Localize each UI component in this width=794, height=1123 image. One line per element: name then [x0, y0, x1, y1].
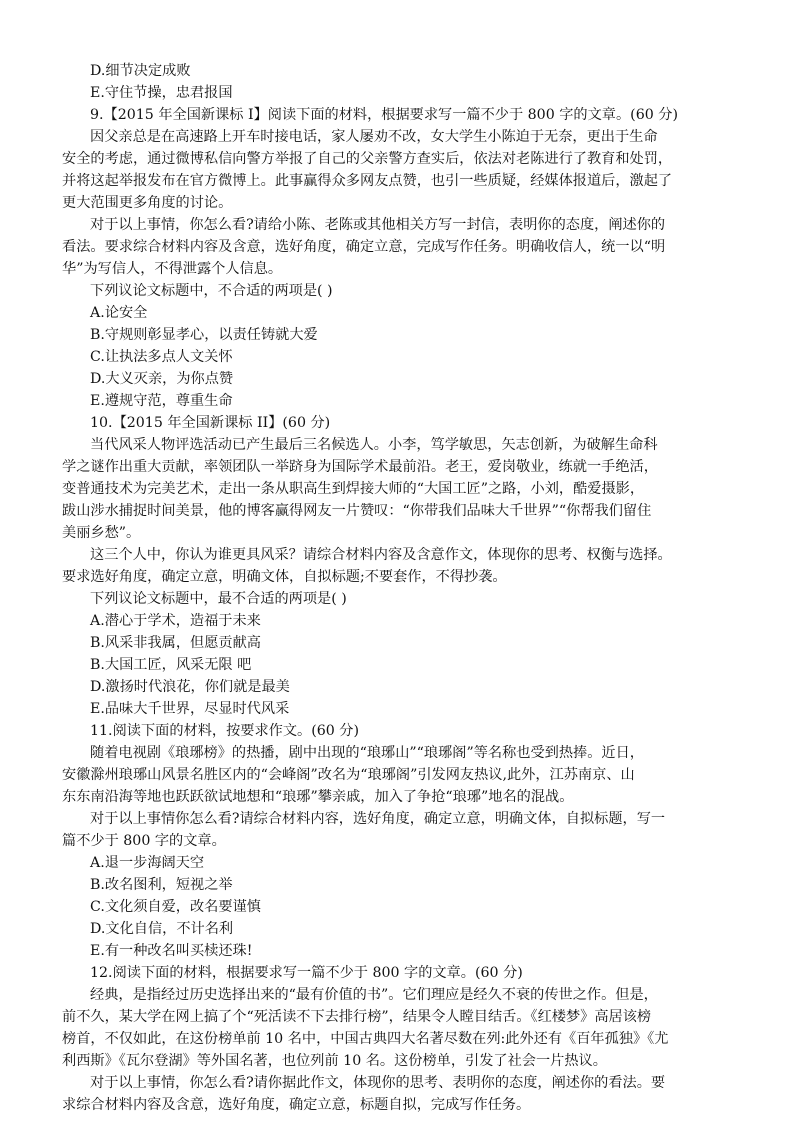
- text-line: 学之谜作出重大贡献，率领团队一举跻身为国际学术最前沿。老王，爱岗敬业，练就一手绝活，: [62, 459, 658, 475]
- text-line: 前不久，某大学在网上搞了个“死活读不下去排行榜”，结果令人瞠目结舌。《红楼梦》高居该榜: [62, 1009, 652, 1025]
- text-line: 并将这起举报发布在官方微博上。此事赢得众多网友点赞，也引一些质疑，经媒体报道后，激起了: [62, 173, 673, 189]
- text-line: 利西斯》《瓦尔登湖》等外国名著，也位列前 10 名。这份榜单，引发了社会一片热议。: [62, 1053, 607, 1069]
- option-b: B.改名图利，短视之举: [90, 877, 233, 893]
- option-e: E.遵规守范，尊重生命: [90, 393, 233, 409]
- option-e: E.品味大千世界，尽显时代风采: [90, 701, 290, 717]
- text-line: 东东南沿海等地也跃跃欲试地想和“琅琊”攀亲戚，加入了争抢“琅琊”地名的混战。: [62, 789, 574, 805]
- text-line: 对于以上事情，你怎么看?请你据此作文，体现你的思考、表明你的态度，阐述你的看法。要: [90, 1075, 666, 1091]
- option-a: A.论安全: [90, 305, 148, 321]
- option-a: A.退一步海阔天空: [90, 855, 205, 871]
- text-line: 这三个人中，你认为谁更具风采？请综合材料内容及含意作文，体现你的思考、权衡与选择。: [90, 547, 672, 563]
- option-c: C.文化须自爱，改名要谨慎: [90, 899, 261, 915]
- option-d: D.激扬时代浪花，你们就是最美: [90, 679, 290, 695]
- text-line: 华”为写信人，不得泄露个人信息。: [62, 261, 283, 277]
- question-prompt: 下列议论文标题中，最不合适的两项是( ): [90, 591, 347, 607]
- text-line: 对于以上事情，你怎么看?请给小陈、老陈或其他相关方写一封信，表明你的态度，阐述你的: [90, 217, 666, 233]
- option-b2: B.大国工匠，风采无限 吧: [90, 657, 252, 673]
- option-d: D.细节决定成败: [90, 63, 191, 79]
- text-line: 安徽滁州琅琊山风景名胜区内的“会峰阁”改名为“琅琊阁”引发网友热议,此外，江苏南京、山: [62, 767, 635, 783]
- question-prompt: 下列议论文标题中，不合适的两项是( ): [90, 283, 333, 299]
- option-c: C.让执法多点人文关怀: [90, 349, 233, 365]
- text-line: 变普通技术为完美艺术，走出一条从职高生到焊接大师的“大国工匠”之路，小刘，酷爱摄影，: [62, 481, 645, 497]
- option-b: B.风采非我属，但愿贡献高: [90, 635, 261, 651]
- text-line: 经典，是指经过历史选择出来的“最有价值的书”。它们理应是经久不衰的传世之作。但是，: [90, 987, 658, 1003]
- question-11-title: 11.阅读下面的材料，按要求作文。(60 分): [90, 723, 360, 739]
- option-a: A.潜心于学术，造福于未来: [90, 613, 261, 629]
- option-d: D.文化自信，不计名利: [90, 921, 234, 937]
- text-line: 因父亲总是在高速路上开车时接电话，家人屡劝不改，女大学生小陈迫于无奈，更出于生命: [90, 129, 658, 145]
- text-line: 安全的考虑，通过微博私信向警方举报了自己的父亲警方查实后，依法对老陈进行了教育和处罚，: [62, 151, 673, 167]
- text-line: 篇不少于 800 字的文章。: [62, 833, 226, 849]
- option-b: B.守规则彰显孝心，以责任铸就大爱: [90, 327, 318, 343]
- text-line: 榜首，不仅如此，在这份榜单前 10 名中，中国古典四大名著尽数在列:此外还有《百年孤独》《尤: [62, 1031, 669, 1047]
- text-line: 美丽乡愁”。: [62, 525, 141, 541]
- text-line: 更大范围更多角度的讨论。: [62, 195, 233, 211]
- question-9-title: 9.【2015 年全国新课标 I】阅读下面的材料，根据要求写一篇不少于 800 字的文章。(60 分): [90, 107, 679, 123]
- option-e: E.有一种改名叫买椟还珠!: [90, 943, 253, 959]
- question-10-title: 10.【2015 年全国新课标 II】(60 分): [90, 415, 331, 431]
- question-12-title: 12.阅读下面的材料，根据要求写一篇不少于 800 字的文章。(60 分): [90, 965, 523, 981]
- text-line: 对于以上事情你怎么看?请综合材料内容，选好角度，确定立意，明确文体，自拟标题，写一: [90, 811, 666, 827]
- text-line: 跋山涉水捕捉时间美景，他的博客赢得网友一片赞叹：“你带我们品味大千世界”“你帮我们留住: [62, 503, 652, 519]
- text-line: 求综合材料内容及含意，选好角度，确定立意，标题自拟，完成写作任务。: [62, 1097, 531, 1113]
- option-d: D.大义灭亲，为你点赞: [90, 371, 234, 387]
- text-line: 当代风采人物评选活动已产生最后三名候选人。小李，笃学敏思，矢志创新，为破解生命科: [90, 437, 658, 453]
- text-line: 随着电视剧《琅琊榜》的热播，剧中出现的“琅琊山”“琅琊阁”等名称也受到热捧。近日，: [90, 745, 644, 761]
- text-line: 看法。要求综合材料内容及含意，选好角度，确定立意，完成写作任务。明确收信人，统一以“明: [62, 239, 666, 255]
- text-line: 要求选好角度，确定立意，明确文体，自拟标题;不要套作，不得抄袭。: [62, 569, 507, 585]
- option-e: E.守住节操，忠君报国: [90, 85, 233, 101]
